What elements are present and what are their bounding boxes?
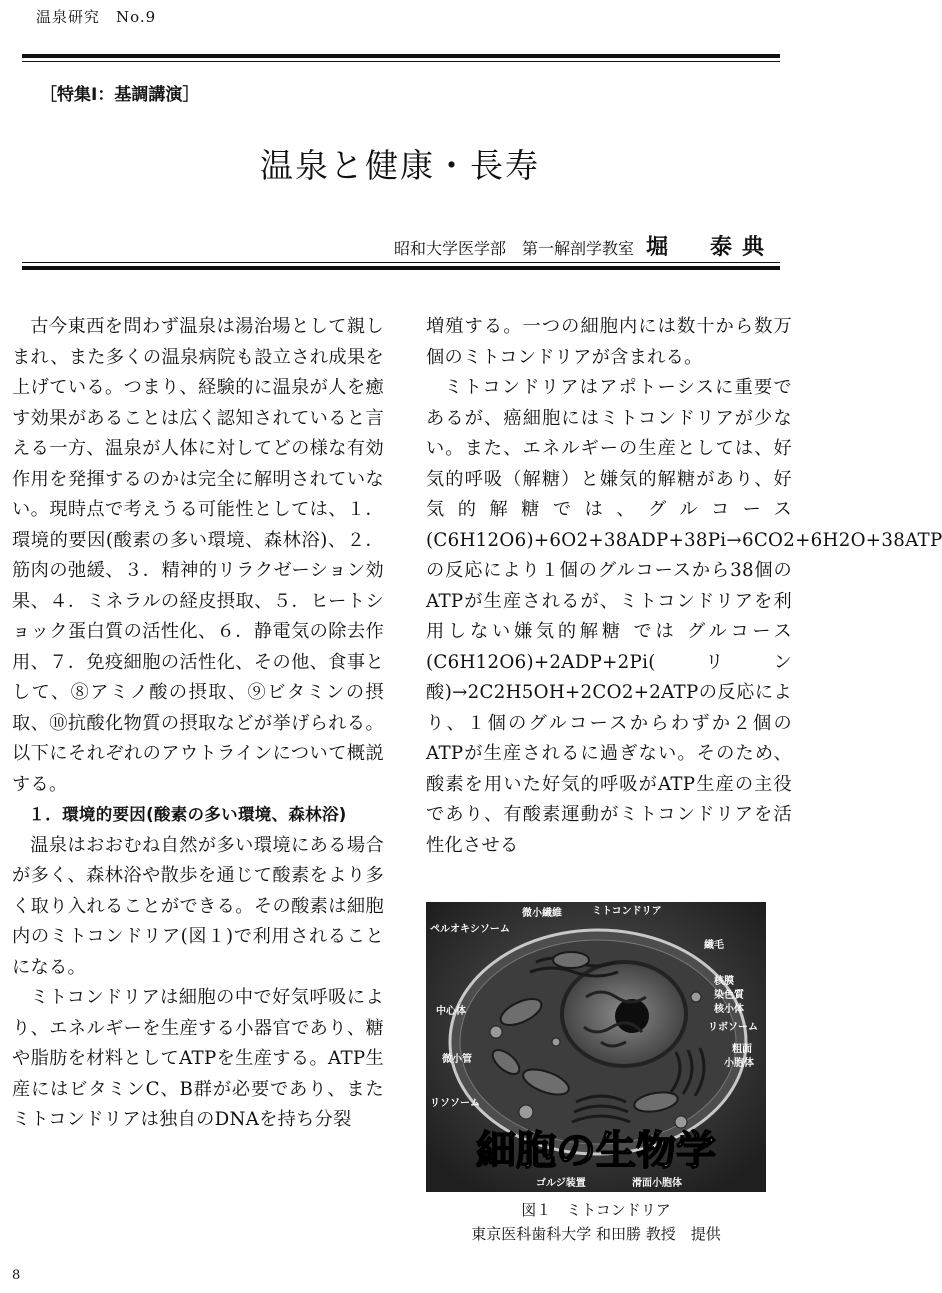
label-peroxisome: ペルオキシソーム	[430, 924, 510, 935]
cell-diagram	[426, 902, 766, 1192]
figure-credit: 東京医科歯科大学 和田勝 教授 提供	[471, 1225, 721, 1243]
label-ribosome: リボソーム	[708, 1022, 758, 1033]
section-heading: １．環境的要因(酸素の多い環境、森林浴)	[28, 805, 347, 824]
figure-caption-block	[426, 1198, 766, 1246]
byline-rule-thin	[22, 262, 780, 263]
intro-paragraph: 古今東西を問わず温泉は湯治場として親しまれ、また多くの温泉病院も設立され成果を上げている。つまり、経験的に温泉が人を癒す効果があることは広く認知されていると言える一方、温泉が人体に対してどの様な有効作用を発揮するのかは完全に解明されていない。現時点で考えうる可能性としては、１．環境的要因(酸素の多い環境、森林浴)、２．筋肉の弛緩、３．精神的リラクゼーション効果、４．ミネラルの経皮摂取、５．ヒートショック蛋白質の活性化、６．静電気の除去作用、７．免疫細胞の活性化、その他、食事として、⑧アミノ酸の摂取、⑨ビタミンの摂取、⑩抗酸化物質の摂取などが挙げられる。以下にそれぞれのアウトラインについて概説する。	[12, 316, 384, 795]
body-paragraph: 増殖する。一つの細胞内には数十から数万個のミトコンドリアが含まれる。	[426, 316, 792, 368]
label-microfilament: 微小繊維	[522, 908, 562, 919]
left-column	[12, 312, 384, 1136]
label-nucleolus: 核小体	[714, 1004, 744, 1015]
label-nuclear-envelope: 核膜	[714, 976, 734, 987]
body-paragraph: ミトコンドリアはアポトーシスに重要であるが、癌細胞にはミトコンドリアが少ない。また、エネルギーの生産としては、好気的呼吸（解糖）と嫌気的解糖があり、好気的解糖では、グルコース(C6H12O6)+6O2+38ADP+38Pi→6CO2+6H2O+38ATPの反応により１個のグルコースから38個のATPが生産されるが、ミトコンドリアを利用しない嫌気的解糖 では グルコース(C6H12O6)+2ADP+2Pi(リン酸)→2C2H5OH+2CO2+2ATPの反応により、１個のグルコースからわずか２個のATPが生産されるに過ぎない。そのため、酸素を用いた好気的呼吸がATP生産の主役であり、有酸素運動がミトコンドリアを活性化させる	[426, 377, 942, 856]
label-chromatin: 染色質	[714, 990, 744, 1001]
article-title: 温泉と健康・長寿	[260, 146, 540, 185]
label-smooth-er: 滑面小胞体	[632, 1178, 682, 1189]
byline-rule-thick	[22, 266, 780, 270]
header-rule-thin	[22, 61, 780, 62]
author-affiliation: 昭和大学医学部 第一解剖学教室	[393, 239, 634, 258]
running-head: 温泉研究 No.9	[36, 8, 157, 26]
label-mitochondria: ミトコンドリア	[592, 906, 662, 917]
label-rough-er: 粗面	[732, 1044, 752, 1055]
cell-diagram-figure	[426, 902, 766, 1192]
label-cilia: 繊毛	[704, 940, 724, 951]
label-golgi: ゴルジ装置	[536, 1178, 586, 1189]
right-column	[426, 312, 942, 861]
label-rough-er-2: 小胞体	[724, 1058, 754, 1069]
figure-watermark: 細胞の生物学	[476, 1127, 716, 1174]
author-name: 堀 泰典	[645, 234, 774, 260]
body-paragraph: ミトコンドリアは細胞の中で好気呼吸により、エネルギーを生産する小器官であり、糖や脂肪を材料としてATPを生産する。ATP生産にはビタミンC、B群が必要であり、また ミトコンドリアは独自のDNAを持ち分裂	[12, 987, 384, 1130]
nucleolus	[615, 999, 649, 1033]
body-paragraph: 温泉はおおむね自然が多い環境にある場合が多く、森林浴や散歩を通じて酸素をより多く取り入れることができる。その酸素は細胞内のミトコンドリア(図１)で利用されることになる。	[12, 834, 384, 978]
label-lysosome: リソソーム	[430, 1098, 480, 1109]
label-microtubule: 微小管	[442, 1054, 472, 1065]
author-line	[394, 230, 774, 261]
page-number: 8	[12, 1268, 21, 1283]
figure-caption: 図１ ミトコンドリア	[521, 1201, 671, 1219]
label-centrosome: 中心体	[436, 1006, 466, 1017]
feature-label: ［特集Ⅰ：基調講演］	[40, 85, 200, 105]
header-rule-thick	[22, 54, 780, 58]
